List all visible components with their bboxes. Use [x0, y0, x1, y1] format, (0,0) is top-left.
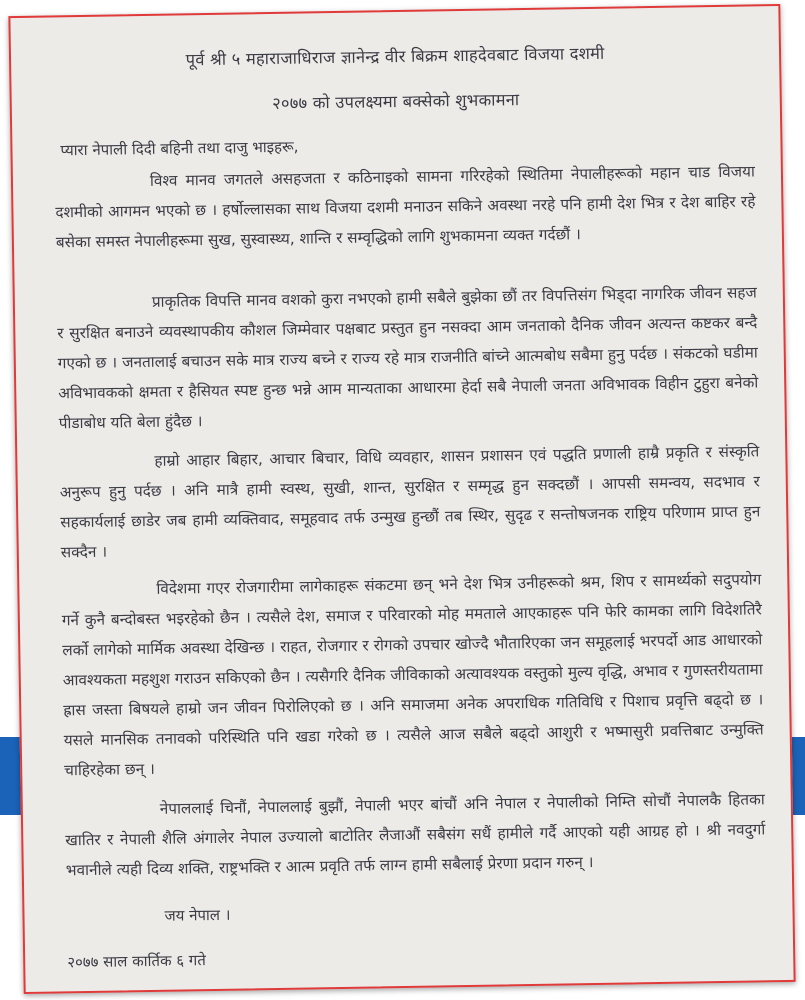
letter-title: पूर्व श्री ५ महाराजाधिराज ज्ञानेन्द्र वीर बिक्रम शाहदेवबाट विजया दशमी: [185, 43, 605, 70]
paragraph-3: हाम्रो आहार बिहार, आचार बिचार, विधि व्यवहार, शासन प्रशासन एवं पद्धति प्रणाली हाम्रै प्रकृति र संस्कृति अनुरूप हुनु पर्दछ । अनि मात्रै हामी स्वस्थ, सुखी, शान्त, सुरक्षित र सम्मृद्ध हुन सक्दछौं । आपसी समन्वय, सदभाव र सहकार्यलाई छाडेर जब हामी व्यक्तिवाद, समूहवाद तर्फ उन्मुख हुन्छौं तब स्थिर, सुदृढ र सन्तोषजनक राष्ट्रिय परिणाम प्राप्त हुन सक्दैन ।: [59, 442, 761, 562]
paragraph-1: विश्व मानव जगतले असहजता र कठिनाइको सामना गरिरहेको स्थितिमा नेपालीहरूको महान चाड विजया दशमीको आगमन भएको छ । हर्षोल्लासका साथ विजया दशमी मनाउन सकिने अवस्था नरहे पनि हामी देश भित्र र देश बाहिर रहे बसेका समस्त नेपालीहरूमा सुख, सुस्वास्थ्य, शान्ति र सम्वृद्धिको लागि शुभकामना व्यक्त गर्दछौं ।: [55, 162, 756, 252]
salutation: प्यारा नेपाली दिदी बहिनी तथा दाजु भाइहरू,: [60, 137, 299, 160]
letter-date: २०७७ साल कार्तिक ६ गते: [67, 951, 206, 972]
letter-subtitle: २०७७ को उपलक्ष्यमा बक्सेको शुभकामना: [272, 90, 520, 113]
paragraph-2: प्राकृतिक विपत्ति मानव वशको कुरा नभएको हामी सबैले बुझेका छौं तर विपत्तिसंग भिड्दा नागरिक जीवन सहज र सुरक्षित बनाउने व्यवस्थापकीय कौशल जिम्मेवार पक्षबाट प्रस्तुत हुन नसक्दा आम जनताको दैनिक जीवन अत्यन्त कष्टकर बन्दै गएको छ । जनतालाई बचाउन सके मात्र राज्य बच्ने र राज्य रहे मात्र राजनीति बांच्ने आत्मबोध सबैमा हुनु पर्दछ । संकटको घडीमा अविभावकको क्षमता र हैसियत स्पष्ट हुन्छ भन्ने आम मान्यताका आधारमा हेर्दा सबै नेपाली जनता अविभावक विहीन टुहुरा बनेको पीडाबोध यति बेला हुंदैछ ।: [57, 283, 759, 433]
paragraph-5: नेपाललाई चिनौं, नेपाललाई बुझौं, नेपाली भएर बांचौं अनि नेपाल र नेपालीको निम्ति सोचौं नेपालकै हितका खातिर र नेपाली शैलि अंगालेर नेपाल उज्यालो बाटोतिर लैजाऔं सबैसंग सधैं हामीले गर्दै आएको यही आग्रह हो । श्री नवदुर्गा भवानीले त्यही दिव्य शक्ति, राष्ट्रभक्ति र आत्म प्रवृति तर्फ लाग्न हामी सबैलाई प्रेरणा प्रदान गरुन् ।: [65, 790, 766, 880]
paragraph-4: विदेशमा गएर रोजगारीमा लागेकाहरू संकटमा छन् भने देश भित्र उनीहरूको श्रम, शिप र सामर्थ्यको सदुपयोग गर्ने कुनै बन्दोबस्त भइरहेको छैन । त्यसैले देश, समाज र परिवारको मोह ममताले आएकाहरू पनि फेरि कामका लागि विदेशतिरै लर्को लागेको मार्मिक अवस्था देखिन्छ । राहत, रोजगार र रोगको उपचार खोज्दै भौतारिएका जन समूहलाई भरपर्दो आड आधारको आवश्यकता महशुश गराउन सकिएको छैन । त्यसैगरि दैनिक जीविकाको अत्यावश्यक वस्तुको मुल्य वृद्धि, अभाव र गुणस्तरीयतामा ह्रास जस्ता बिषयले हाम्रो जन जीवन पिरोलिएको छ । अनि समाजमा अनेक अपराधिक गतिविधि र पिशाच प्रवृत्ति बढ्दो छ । यसले मानसिक तनावको परिस्थिति पनि खडा गरेको छ । त्यसैले आज सबैले बढ्दो आशुरी र भष्मासुरी प्रवत्तिबाट उन्मुक्ति चाहिरहेका छन् ।: [61, 570, 764, 780]
closing-line: जय नेपाल ।: [164, 905, 231, 925]
letter-paper: [8, 4, 795, 994]
